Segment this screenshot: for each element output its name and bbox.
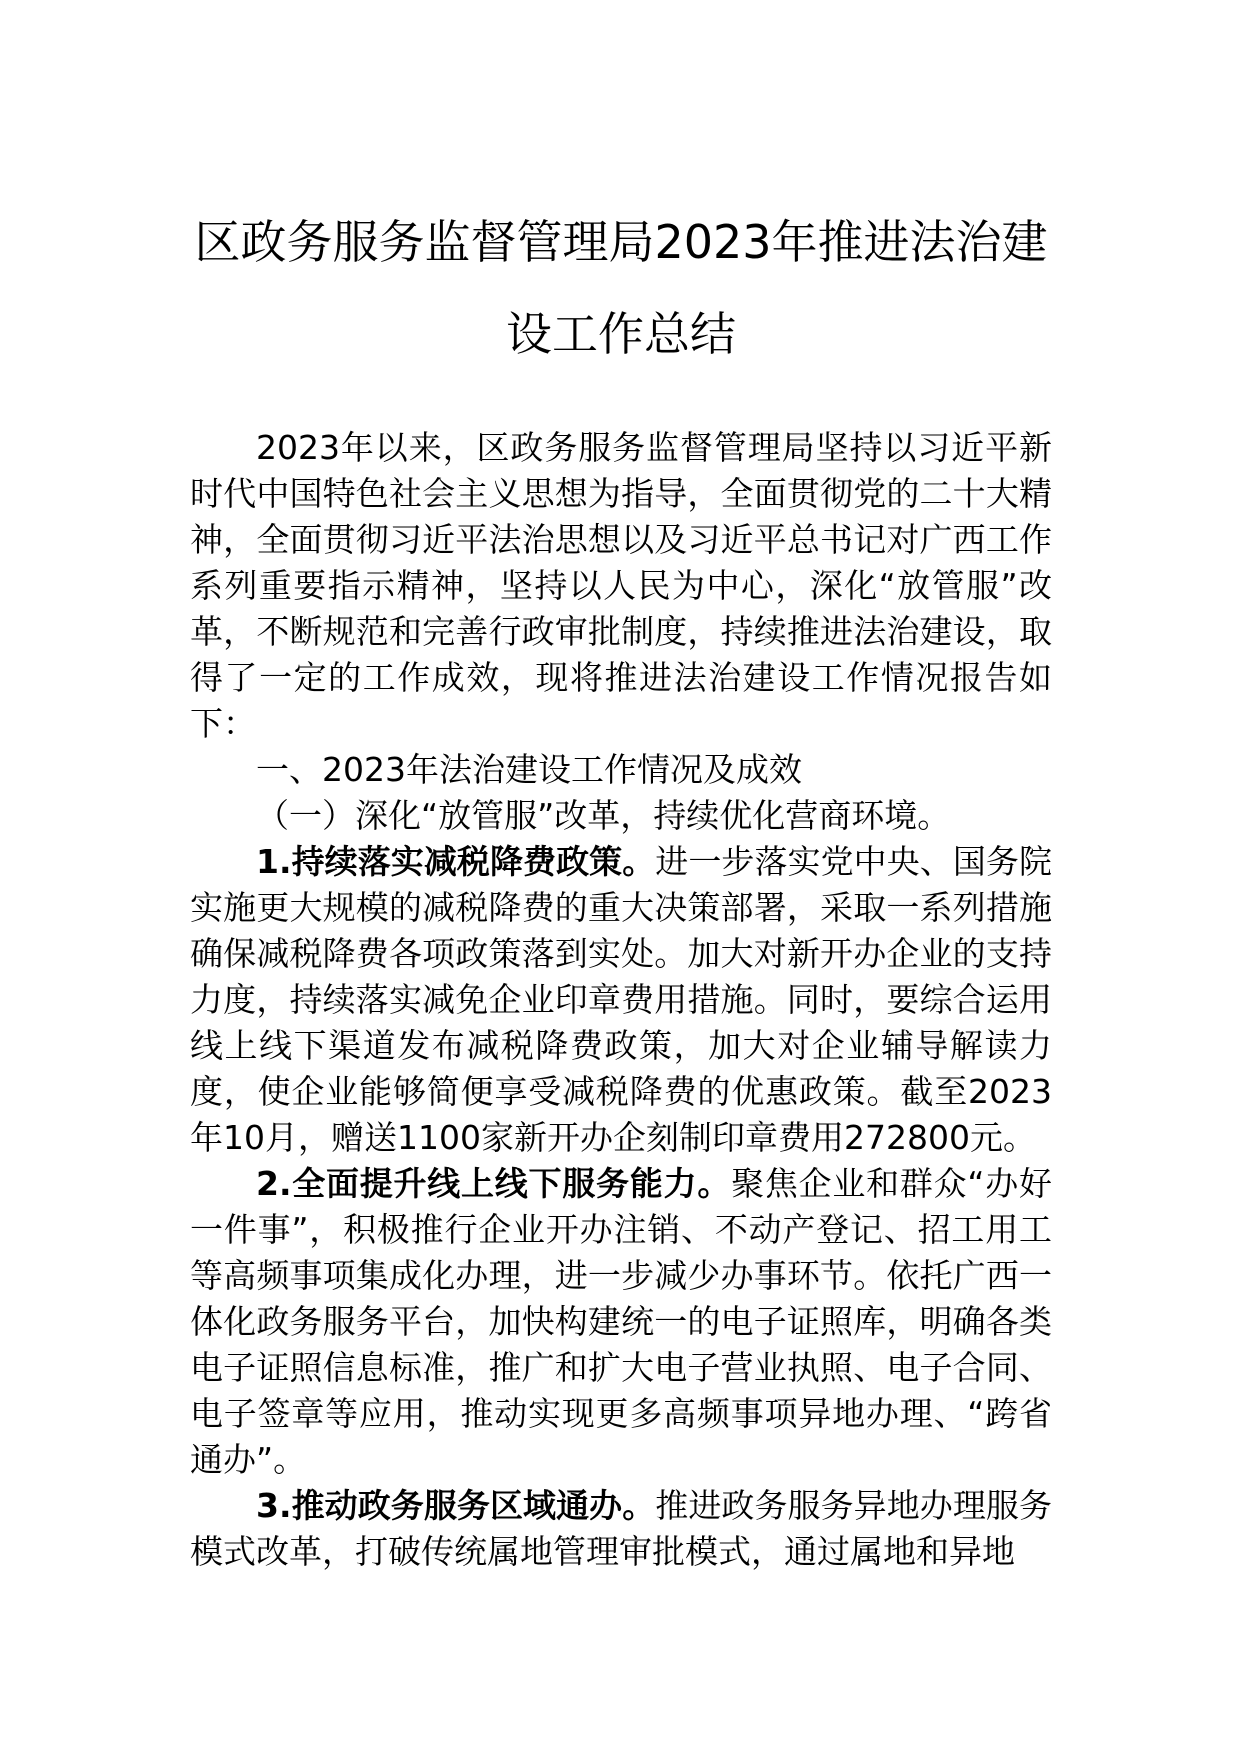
list-item — [190, 1161, 1052, 1483]
document-page — [190, 196, 1052, 1575]
intro-paragraph: 2023年以来，区政务服务监督管理局坚持以习近平新时代中国特色社会主义思想为指导，全面贯彻党的二十大精神，全面贯彻习近平法治思想以及习近平总书记对广西工作系列重要指示精神，坚持以人民为中心，深化“放管服”改革，不断规范和完善行政审批制度，持续推进法治建设，取得了一定的工作成效，现将推进法治建设工作情况报告如下： — [190, 428, 1052, 743]
title-line-1: 区政务服务监督管理局2023年推进法治建 — [194, 215, 1048, 269]
subsection-heading: （一）深化“放管服”改革，持续优化营商环境。 — [256, 796, 951, 835]
list-item — [190, 1483, 1052, 1575]
item-body: 推进政务服务异地办理服务模式改革，打破传统属地管理审批模式，通过属地和异地 — [190, 1486, 1052, 1571]
item-body: 聚焦企业和群众“办好一件事”，积极推行企业开办注销、不动产登记、招工用工等高频事项集成化办理，进一步减少办事环节。依托广西一体化政务服务平台，加快构建统一的电子证照库，明确各类电子证照信息标准，推广和扩大电子营业执照、电子合同、电子签章等应用，推动实现更多高频事项异地办理、“跨省通办”。 — [190, 1164, 1052, 1479]
list-item — [190, 839, 1052, 1161]
item-lead: 3.推动政务服务区域通办。 — [256, 1486, 656, 1525]
section-heading: 一、2023年法治建设工作情况及成效 — [256, 750, 802, 789]
item-body: 进一步落实党中央、国务院实施更大规模的减税降费的重大决策部署，采取一系列措施确保减税降费各项政策落到实处。加大对新开办企业的支持力度，持续落实减免企业印章费用措施。同时，要综合运用线上线下渠道发布减税降费政策，加大对企业辅导解读力度，使企业能够简便享受减税降费的优惠政策。截至2023年10月，赠送1100家新开办企刻制印章费用272800元。 — [190, 842, 1052, 1157]
title-line-2: 设工作总结 — [506, 307, 736, 361]
item-lead: 1.持续落实减税降费政策。 — [256, 842, 656, 881]
document-title — [190, 196, 1052, 380]
item-lead: 2.全面提升线上线下服务能力。 — [256, 1164, 732, 1203]
